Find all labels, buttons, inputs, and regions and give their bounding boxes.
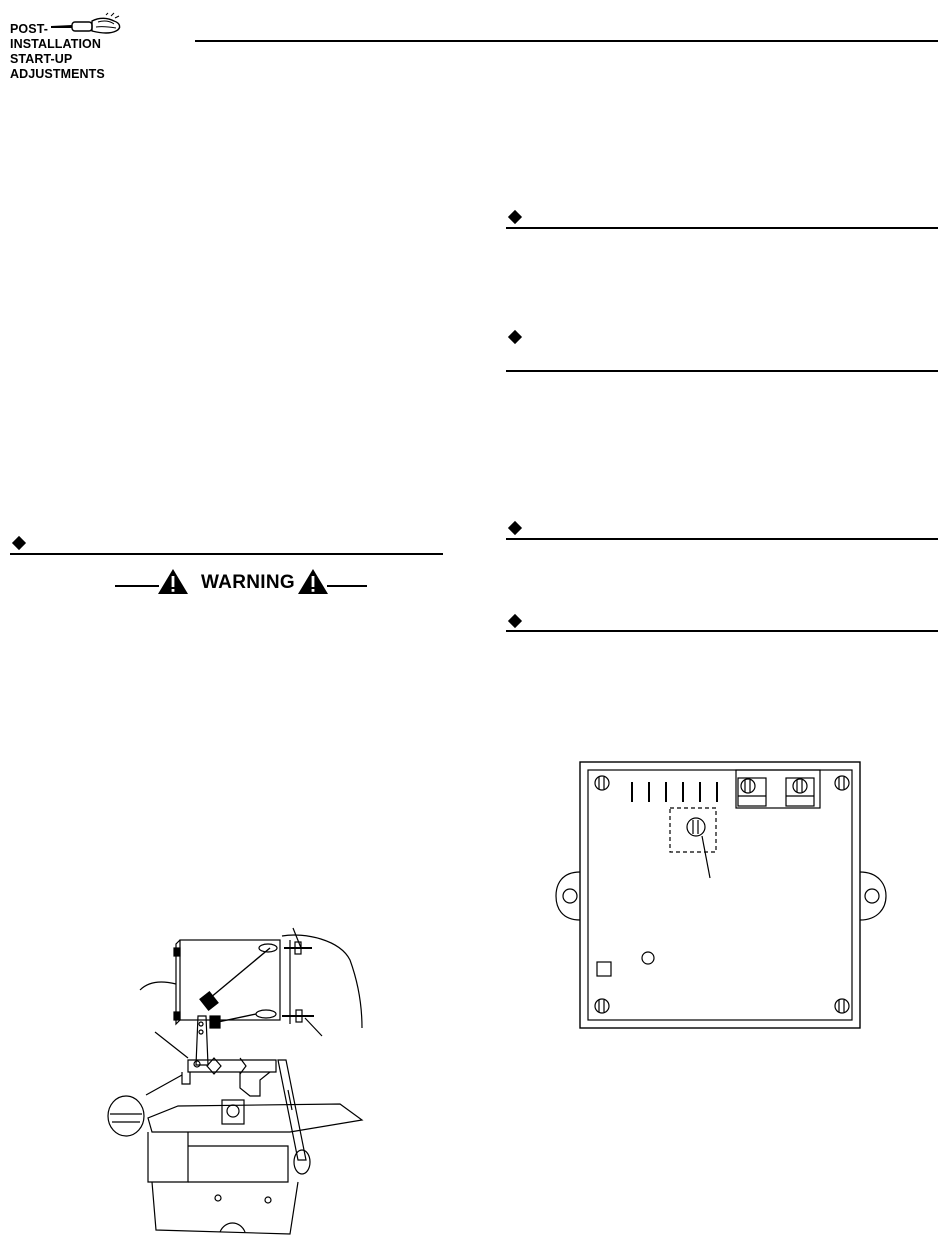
warning-label: WARNING [201,572,295,593]
warning-triangle-icon [157,568,189,595]
section-tab-line: START-UP [10,52,73,66]
section-marker-icon [508,521,522,535]
section-rule [10,553,443,555]
section-marker-icon [508,330,522,344]
warning-triangle-icon [297,568,329,595]
warning-banner [115,568,370,598]
warning-rule [115,585,159,587]
section-tab-line: POST- [10,22,49,36]
section-tab-line: ADJUSTMENTS [10,67,105,81]
section-rule [506,630,938,632]
governor-linkage-illustration [100,920,370,1240]
warning-rule [327,585,367,587]
screwdriver-hand-icon [50,12,125,38]
section-marker-icon [12,536,26,550]
voltage-regulator-board-illustration [552,760,912,1035]
section-rule [506,227,938,229]
section-tab-line: INSTALLATION [10,37,102,51]
header-rule [195,40,938,42]
section-rule [506,538,938,540]
section-rule [506,370,938,372]
section-marker-icon [508,614,522,628]
section-marker-icon [508,210,522,224]
